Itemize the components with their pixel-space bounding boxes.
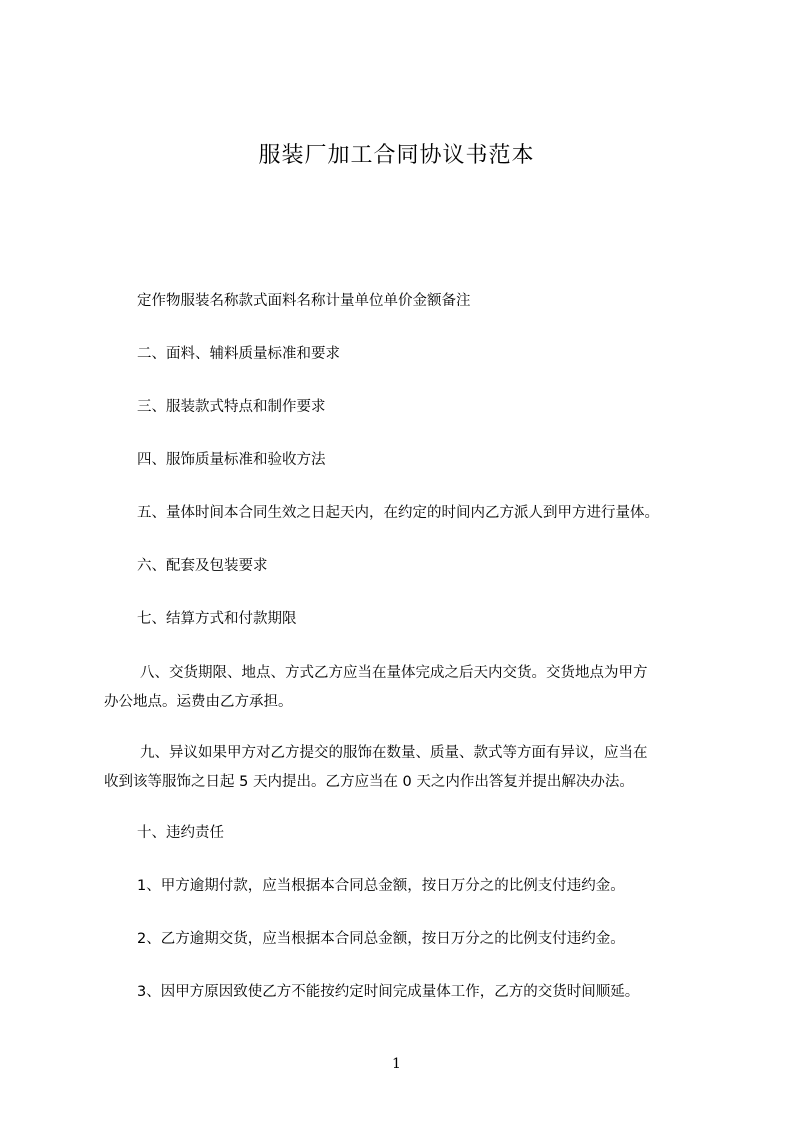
paragraph-penalty-1: 1、甲方逾期付款，应当根据本合同总金额，按日万分之的比例支付违约金。 [137, 878, 625, 894]
page-number: 1 [392, 1056, 401, 1072]
paragraph-section-9-line-2: 收到该等服饰之日起 5 天内提出。乙方应当在 0 天之内作出答复并提出解决办法。 [104, 774, 634, 790]
paragraph-section-7: 七、结算方式和付款期限 [137, 611, 297, 627]
paragraph-penalty-2: 2、乙方逾期交货，应当根据本合同总金额，按日万分之的比例支付违约金。 [137, 931, 625, 947]
paragraph-section-8-line-1: 八、交货期限、地点、方式乙方应当在量体完成之后天内交货。交货地点为甲方 [140, 665, 648, 681]
paragraph-section-6: 六、配套及包装要求 [137, 558, 268, 574]
paragraph-section-3: 三、服装款式特点和制作要求 [137, 399, 326, 415]
paragraph-section-4: 四、服饰质量标准和验收方法 [137, 452, 326, 468]
paragraph-section-5: 五、量体时间本合同生效之日起天内，在约定的时间内乙方派人到甲方进行量体。 [137, 505, 659, 521]
document-title: 服装厂加工合同协议书范本 [258, 143, 535, 168]
paragraph-penalty-3: 3、因甲方原因致使乙方不能按约定时间完成量体工作，乙方的交货时间顺延。 [137, 984, 640, 1000]
paragraph-section-8-line-2: 办公地点。运费由乙方承担。 [104, 694, 293, 710]
paragraph-section-9-line-1: 九、异议如果甲方对乙方提交的服饰在数量、质量、款式等方面有异议，应当在 [140, 745, 648, 761]
paragraph-section-2: 二、面料、辅料质量标准和要求 [137, 346, 340, 362]
paragraph-section-10: 十、违约责任 [137, 825, 224, 841]
paragraph-item-table-header: 定作物服装名称款式面料名称计量单位单价金额备注 [137, 293, 471, 309]
